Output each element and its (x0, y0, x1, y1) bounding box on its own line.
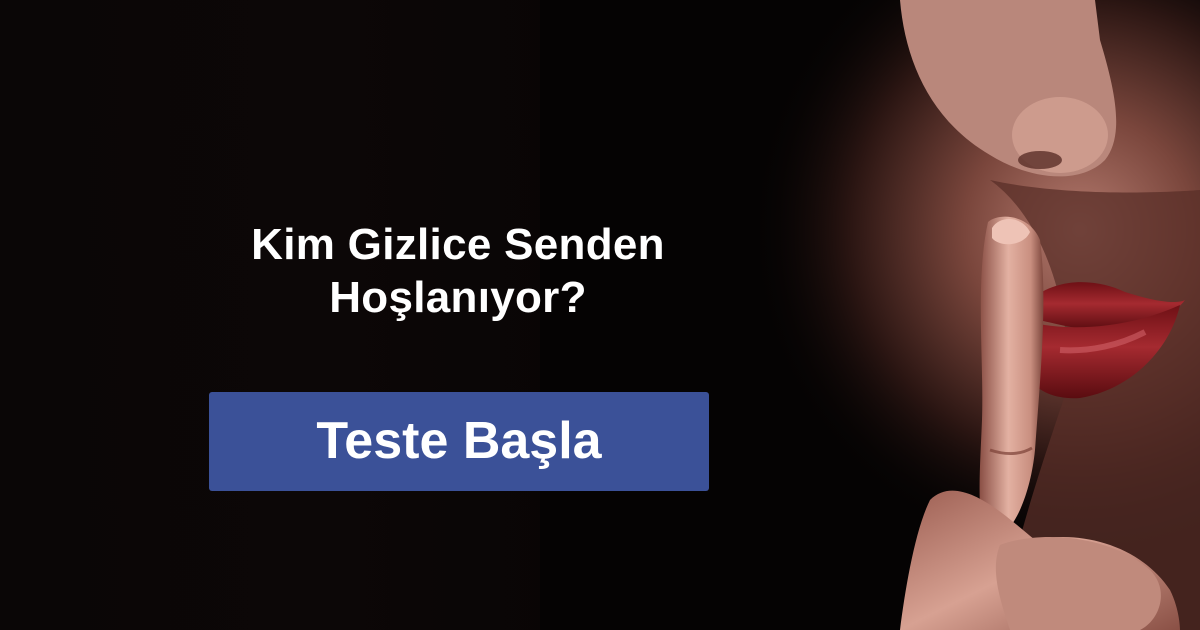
start-test-button[interactable]: Teste Başla (209, 392, 709, 491)
headline-title (208, 218, 708, 324)
nostril (1018, 151, 1062, 169)
headline-line-2: Hoşlanıyor? (329, 273, 587, 322)
headline-line-1: Kim Gizlice Senden (251, 220, 665, 269)
